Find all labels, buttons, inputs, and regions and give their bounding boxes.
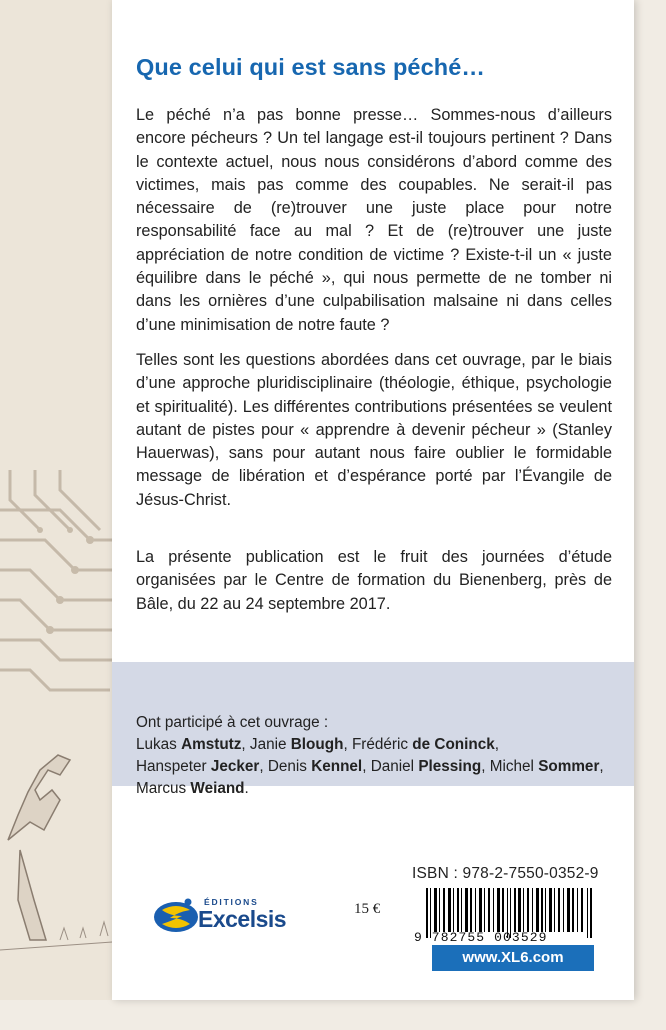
price: 15 €: [354, 901, 381, 917]
contributor: Frédéric de Coninck: [351, 736, 495, 753]
publication-note: La présente publication est le fruit des journées d’étude organisées par le Centre de formation du Bienenberg, près de Bâle, du 22 au 24 septembre 2017.: [136, 548, 612, 613]
back-cover-panel: [112, 0, 634, 1000]
contributors-intro: Ont participé à cet ouvrage :: [136, 714, 329, 731]
barcode-digits: 9 782755 003529: [414, 930, 548, 945]
contributor: Denis Kennel: [267, 758, 363, 775]
publisher-logo: [152, 890, 302, 940]
contributor: Daniel Plessing: [370, 758, 482, 775]
publisher-label: ÉDITIONS: [204, 897, 259, 907]
contributor: Lukas Amstutz: [136, 736, 242, 753]
publisher-name: Excelsis: [198, 906, 287, 932]
contributor: Michel Sommer: [489, 758, 600, 775]
website-link[interactable]: www.XL6.com: [432, 945, 594, 971]
isbn: ISBN : 978-2-7550-0352-9: [412, 865, 599, 882]
book-title: Que celui qui est sans péché…: [136, 54, 485, 80]
contributors-block: Ont participé à cet ouvrage : Lukas Amstutz, Janie Blough, Frédéric de Coninck, Hanspeter Jecker, Denis Kennel, Daniel Plessing, Michel Sommer, Marcus Weiand.: [136, 714, 604, 797]
summary-paragraph-2: Telles sont les questions abordées dans cet ouvrage, par le biais d’une approche pluridisciplinaire (théologie, éthique, psychologie et spiritualité). Les différentes contributions présentées se veulent autant de pistes pour « apprendre à devenir pécheur » (Stanley Hauerwas), sans pour autant nous faire oublier le formidable message de libération et d’espérance porté par l’Évangile de Jésus-Christ.: [136, 351, 612, 509]
contributor: Janie Blough: [249, 736, 344, 753]
publisher-emblem-icon: [152, 894, 200, 938]
summary-paragraph-1: Le péché n’a pas bonne presse… Sommes-nous d’ailleurs encore pécheurs ? Un tel langage est-il toujours pertinent ? Dans le contexte actuel, nous nous considérons d’abord comme des victimes, mais pas comme des coupables. Ne serait-il pas nécessaire de (re)trouver une juste place pour notre responsabilité face au mal ? Et de (re)trouver une juste appréciation de notre condition de victime ? Existe-t-il un « juste équilibre dans le péché », qui nous permette de ne tomber ni dans les ornières d’une culpabilisation malsaine ni dans celles d’une minimisation de notre faute ?: [136, 106, 612, 334]
contributor: Hanspeter Jecker: [136, 758, 260, 775]
contributor: Marcus Weiand: [136, 780, 245, 797]
